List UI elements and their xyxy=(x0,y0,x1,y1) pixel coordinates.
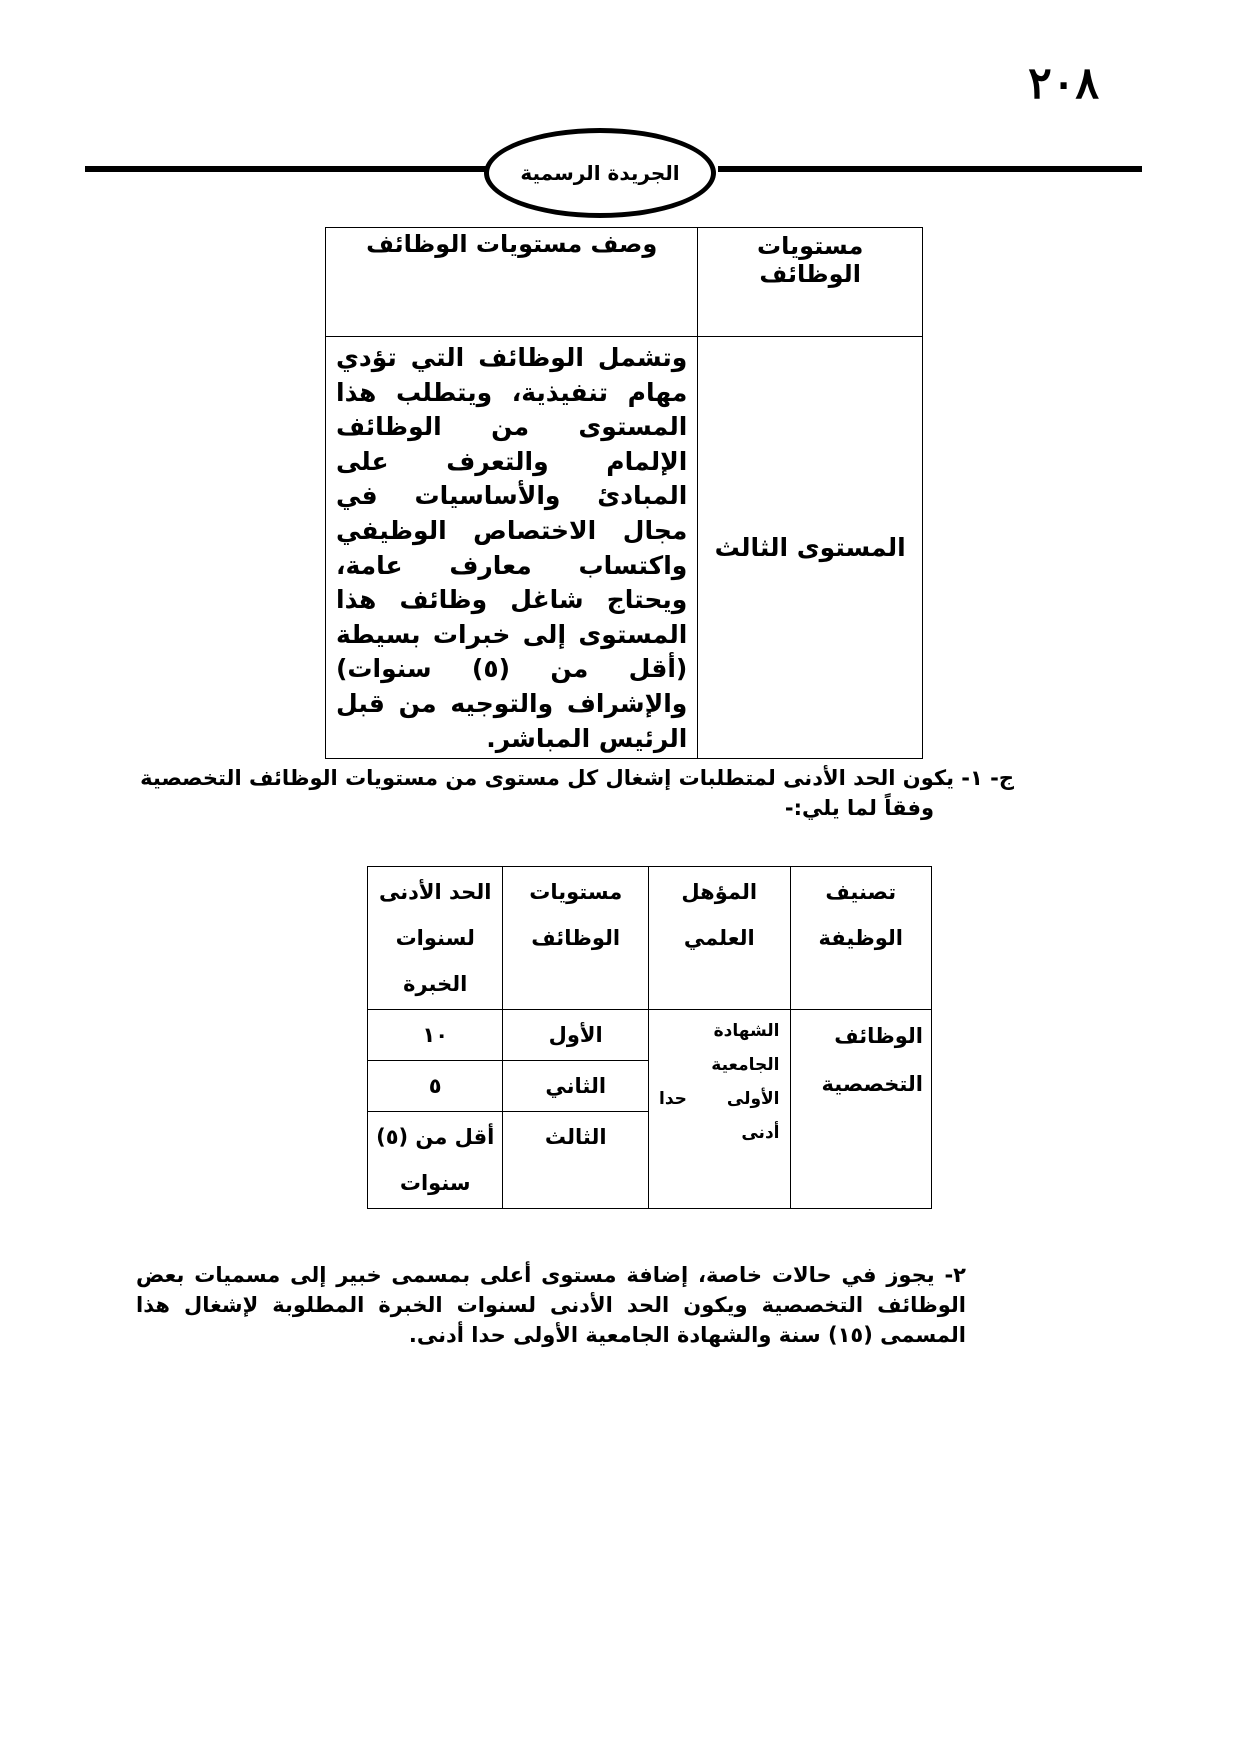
header-min-years: الحد الأدنى لسنوات الخبرة xyxy=(368,867,503,1010)
header-level-description: وصف مستويات الوظائف xyxy=(326,228,698,337)
header-classification: تصنيف الوظيفة xyxy=(790,867,932,1010)
paragraph-j-line1: ج- ١- يكون الحد الأدنى لمتطلبات إشغال كل مستوى من مستويات الوظائف التخصصية xyxy=(140,766,1014,790)
level-third-cell: المستوى الثالث xyxy=(698,337,923,759)
years-cell: ١٠ xyxy=(368,1010,503,1061)
table-header-row xyxy=(326,228,923,337)
header-levels: مستويات الوظائف xyxy=(503,867,649,1010)
level-cell: الأول xyxy=(503,1010,649,1061)
paragraph-2: ٢- يجوز في حالات خاصة، إضافة مستوى أعلى بمسمى خبير إلى مسميات بعض الوظائف التخصصية ويكون الحد الأدنى لسنوات الخبرة المطلوبة لإشغال هذا المسمى (١٥) سنة والشهادة الجامعية الأولى حدا أدنى. xyxy=(136,1263,966,1347)
qualification-cell: الشهادة الجامعية الأولى حدا أدنى xyxy=(649,1010,791,1209)
header-qualification: المؤهل العلمي xyxy=(649,867,791,1010)
paragraph-j xyxy=(136,763,1014,823)
job-levels-table xyxy=(325,227,923,759)
classification-cell: الوظائف التخصصية xyxy=(790,1010,932,1209)
header-rule-right xyxy=(718,166,1142,172)
masthead-oval xyxy=(484,128,716,218)
years-cell: ٥ xyxy=(368,1061,503,1112)
years-cell: أقل من (٥) سنوات xyxy=(368,1112,503,1209)
page-number: ٢٠٨ xyxy=(1028,58,1099,109)
paragraph-j-line2: وفقاً لما يلي:- xyxy=(784,796,934,820)
header-rule-left xyxy=(85,166,488,172)
table-header-row xyxy=(368,867,932,1010)
table-row xyxy=(326,337,923,759)
header-job-levels: مستويات الوظائف xyxy=(698,228,923,337)
requirements-table xyxy=(367,866,932,1209)
level-cell: الثاني xyxy=(503,1061,649,1112)
level-third-description: وتشمل الوظائف التي تؤدي مهام تنفيذية، ويتطلب هذا المستوى من الوظائف الإلمام والتعرف على المبادئ والأساسيات في مجال الاختصاص الوظيفي واكتساب معارف عامة، ويحتاج شاغل وظائف هذا المستوى إلى خبرات بسيطة (أقل من (٥) سنوات) والإشراف والتوجيه من قبل الرئيس المباشر. xyxy=(326,337,698,759)
level-cell: الثالث xyxy=(503,1112,649,1209)
masthead-title: الجريدة الرسمية xyxy=(520,161,680,185)
table-row xyxy=(368,1010,932,1061)
